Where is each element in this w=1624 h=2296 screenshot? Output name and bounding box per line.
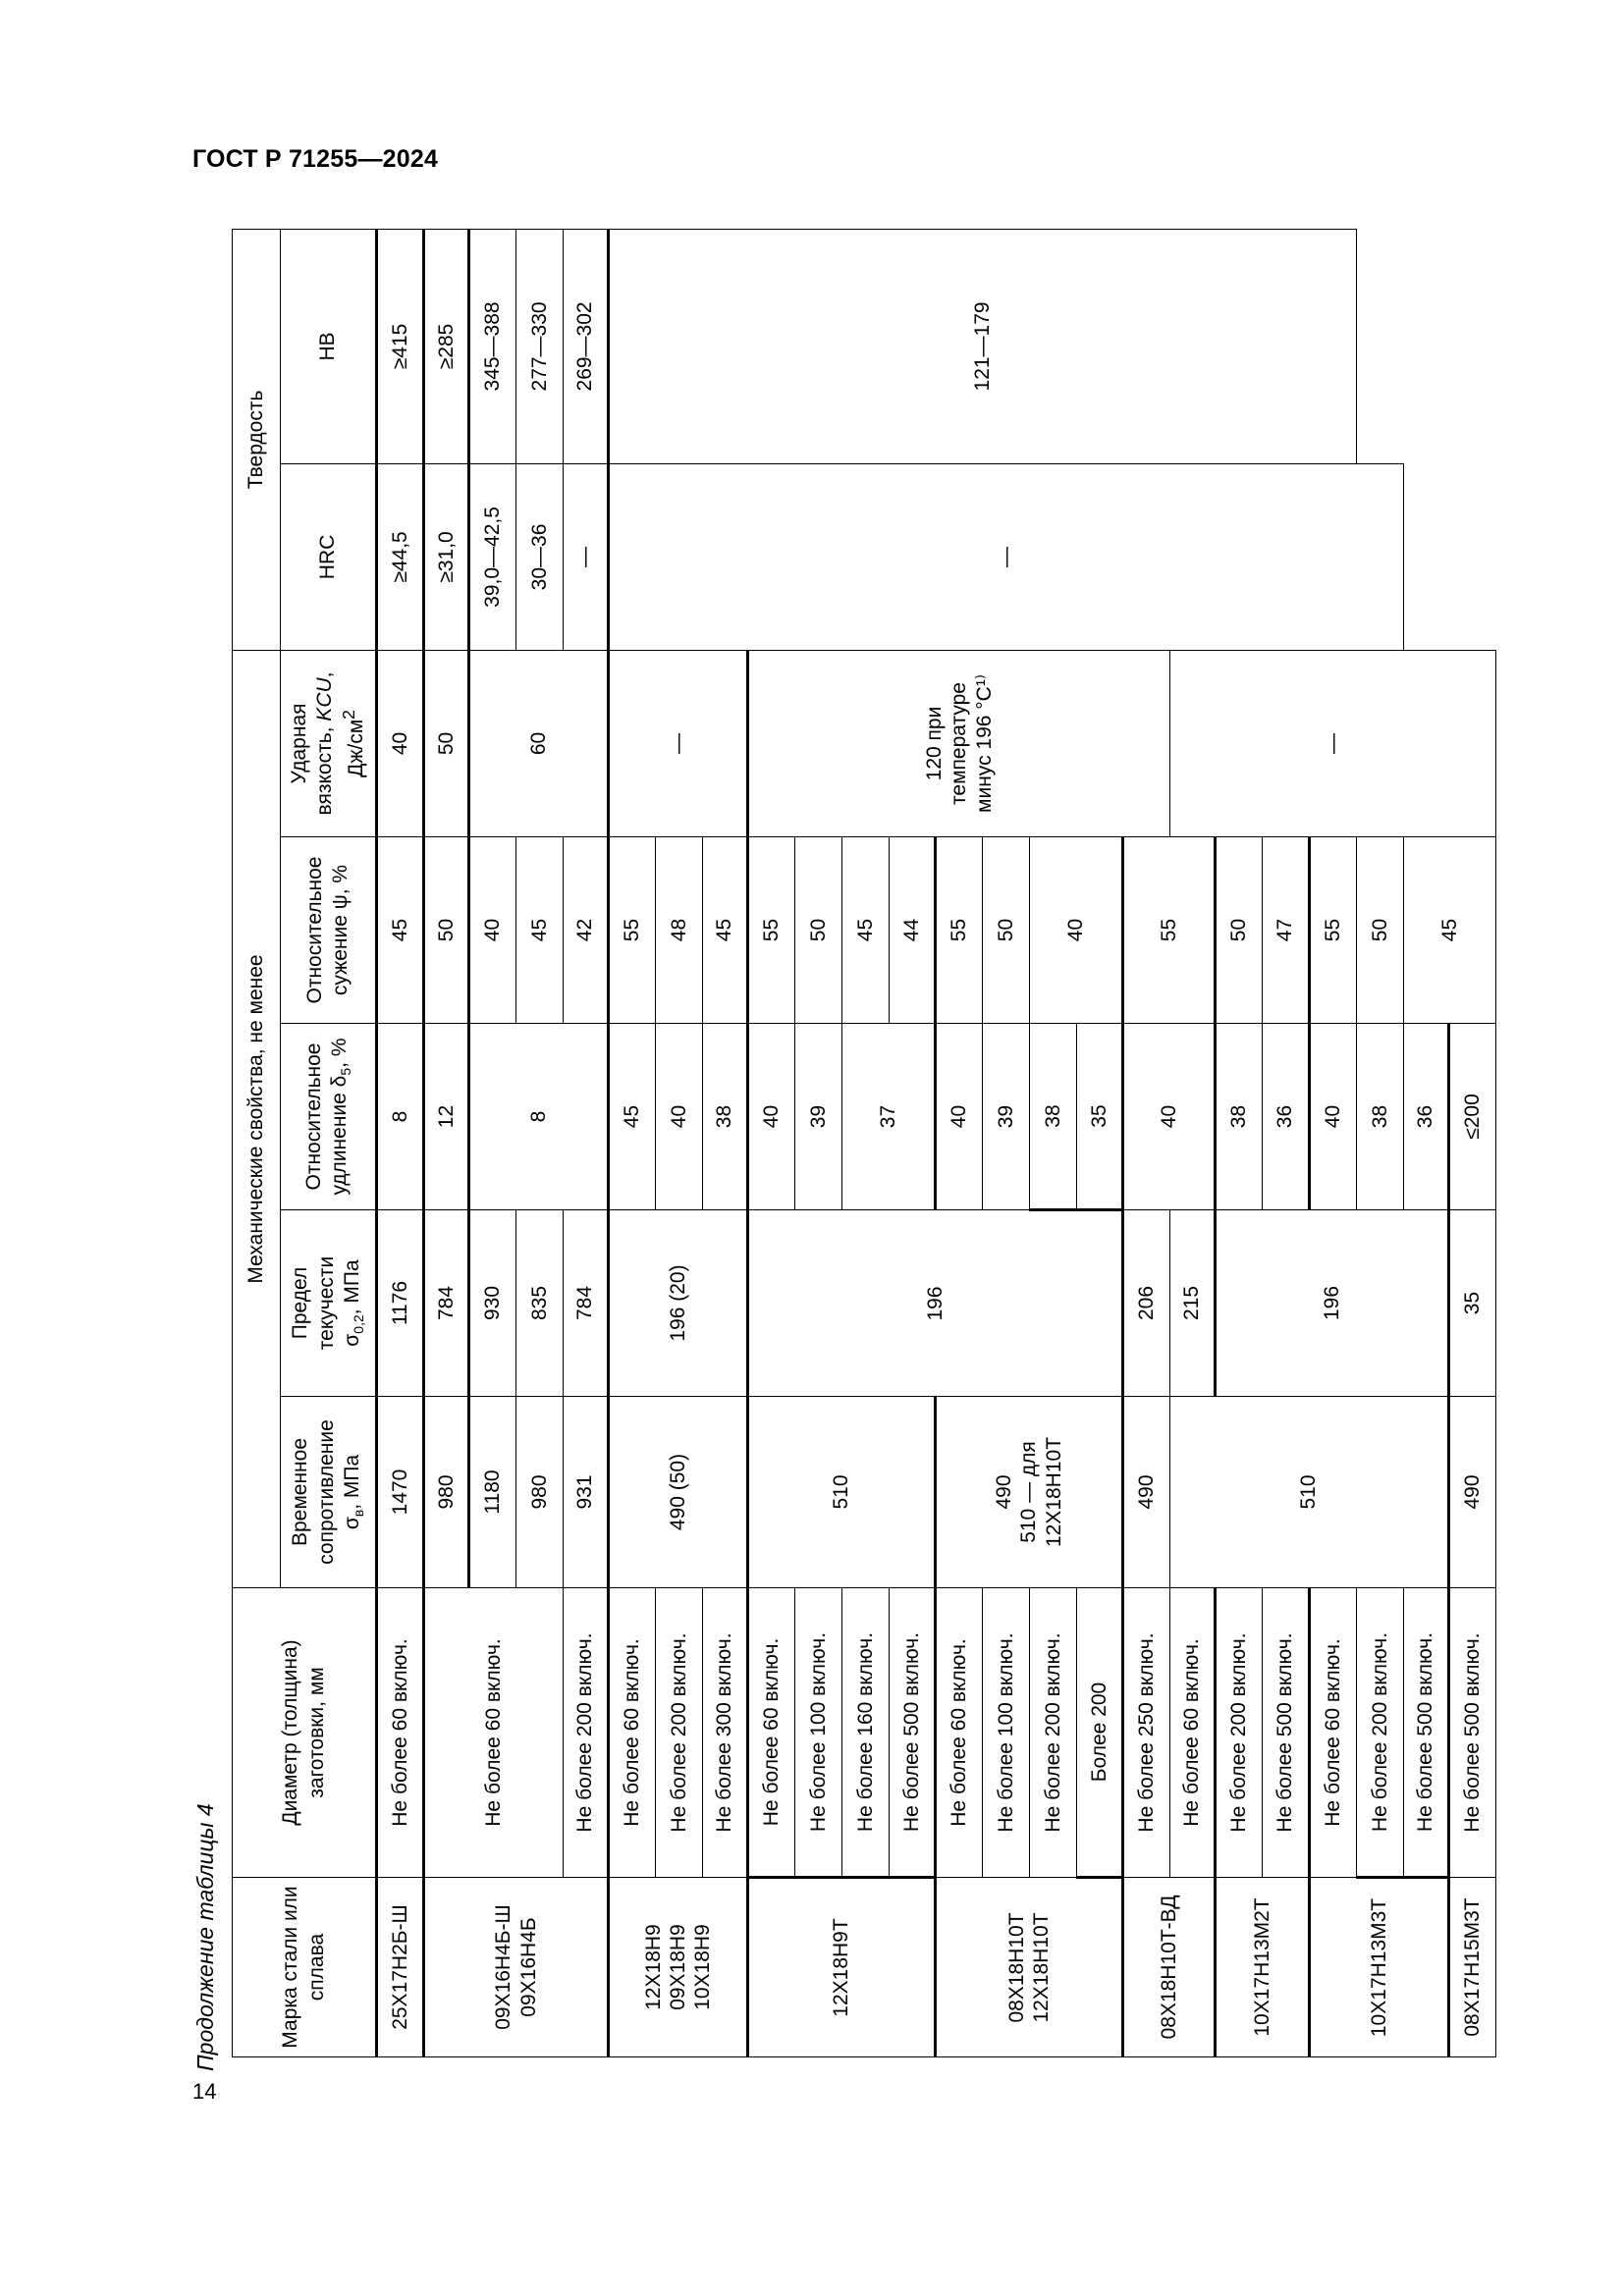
tensile-cell: 490: [1449, 1397, 1496, 1588]
grade-cell: 25Х17Н2Б-Ш: [377, 1878, 424, 2057]
yield-cell: 196 (20): [609, 1210, 748, 1397]
diameter-cell: Не более 200 включ.: [564, 1588, 609, 1878]
impact-cell: —: [609, 650, 748, 836]
table-rotated-container: [232, 230, 1496, 2057]
header-impact: Ударная вязкость, KCU, $Дж/см^2$: [281, 650, 377, 836]
yield-cell: 206: [1123, 1210, 1170, 1397]
hb-cell: 269—302: [564, 229, 609, 463]
hb-cell: 277—330: [516, 229, 564, 463]
tensile-cell: 490 510 — для 12Х18Н10Т: [936, 1397, 1123, 1588]
reduction-cell: 50: [1216, 837, 1263, 1024]
elongation-cell: 38: [1030, 1024, 1077, 1210]
elongation-cell: 39: [983, 1024, 1030, 1210]
impact-cell: 120 при температуре минус 196 °C¹⁾: [748, 650, 1170, 836]
mechanical-properties-table: [232, 229, 1496, 2057]
hrc-cell: —: [609, 463, 1404, 650]
grade-cell: 08Х18Н10Т 12Х18Н10Т: [936, 1878, 1123, 2057]
reduction-cell: 50: [795, 837, 842, 1024]
reduction-cell: 55: [1310, 837, 1357, 1024]
reduction-cell: 40: [469, 837, 516, 1024]
reduction-cell: 45: [377, 837, 424, 1024]
hb-cell: 121—179: [609, 229, 1357, 463]
reduction-cell: 55: [1123, 837, 1216, 1024]
hb-cell: ≥285: [424, 229, 469, 463]
header-yield: Предел текучести $\sigma_{0,2}$, МПа: [281, 1210, 377, 1397]
reduction-cell: 42: [564, 837, 609, 1024]
grade-cell: 10Х17Н13М2Т: [1216, 1878, 1310, 2057]
grade-cell: 09Х16Н4Б-Ш 09Х16Н4Б: [424, 1878, 609, 2057]
grade-cell: 12Х18Н9Т: [748, 1878, 936, 2057]
impact-cell: 40: [377, 650, 424, 836]
diameter-cell: Не более 300 включ.: [703, 1588, 748, 1878]
reduction-cell: 50: [424, 837, 469, 1024]
elongation-cell: 39: [795, 1024, 842, 1210]
yield-cell: 196: [748, 1210, 1123, 1397]
diameter-cell: Не более 160 включ.: [842, 1588, 890, 1878]
hrc-cell: 39,0—42,5: [469, 463, 516, 650]
elongation-cell: 40: [1310, 1024, 1357, 1210]
diameter-cell: Не более 100 включ.: [983, 1588, 1030, 1878]
diameter-cell: Не более 200 включ.: [1030, 1588, 1077, 1878]
header-diameter: Диаметр (толщина) заготовки, мм: [233, 1588, 377, 1878]
reduction-cell: 47: [1263, 837, 1310, 1024]
diameter-cell: Не более 200 включ.: [1357, 1588, 1404, 1878]
yield-cell: 930: [469, 1210, 516, 1397]
diameter-cell: Более 200: [1077, 1588, 1123, 1878]
diameter-cell: Не более 60 включ.: [1310, 1588, 1357, 1878]
hb-cell: 345—388: [469, 229, 516, 463]
diameter-cell: Не более 60 включ.: [748, 1588, 795, 1878]
tensile-cell: 1470: [377, 1397, 424, 1588]
reduction-cell: 45: [1404, 837, 1496, 1024]
elongation-cell: 12: [424, 1024, 469, 1210]
elongation-cell: 40: [1123, 1024, 1216, 1210]
header-reduction: Относительное сужение ψ, %: [281, 837, 377, 1024]
diameter-cell: Не более 60 включ.: [1170, 1588, 1216, 1878]
diameter-cell: Не более 60 включ.: [377, 1588, 424, 1878]
reduction-cell: 45: [516, 837, 564, 1024]
impact-cell: —: [1170, 650, 1496, 836]
yield-cell: 784: [424, 1210, 469, 1397]
reduction-cell: 44: [890, 837, 936, 1024]
reduction-cell: 50: [983, 837, 1030, 1024]
tensile-cell: 490 (50): [609, 1397, 748, 1588]
diameter-cell: Не более 500 включ.: [1449, 1588, 1496, 1878]
reduction-cell: 45: [703, 837, 748, 1024]
reduction-cell: 45: [842, 837, 890, 1024]
impact-cell: 50: [424, 650, 469, 836]
diameter-cell: Не более 100 включ.: [795, 1588, 842, 1878]
hrc-cell: ≥44,5: [377, 463, 424, 650]
elongation-cell: 40: [748, 1024, 795, 1210]
tensile-cell: 510: [1170, 1397, 1449, 1588]
elongation-cell: 36: [1404, 1024, 1449, 1210]
diameter-cell: Не более 500 включ.: [890, 1588, 936, 1878]
diameter-cell: Не более 500 включ.: [1404, 1588, 1449, 1878]
diameter-cell: Не более 500 включ.: [1263, 1588, 1310, 1878]
yield-cell: 196: [1216, 1210, 1449, 1397]
reduction-cell: 55: [748, 837, 795, 1024]
impact-cell: 60: [469, 650, 609, 836]
reduction-cell: 50: [1357, 837, 1404, 1024]
yield-cell: 215: [1170, 1210, 1216, 1397]
hrc-cell: —: [564, 463, 609, 650]
yield-cell: 784: [564, 1210, 609, 1397]
elongation-cell: 40: [936, 1024, 983, 1210]
diameter-cell: Не более 250 включ.: [1123, 1588, 1170, 1878]
diameter-cell: Не более 200 включ.: [656, 1588, 703, 1878]
elongation-cell: 35: [1077, 1024, 1123, 1210]
reduction-cell: 55: [936, 837, 983, 1024]
yield-cell: 1176: [377, 1210, 424, 1397]
grade-cell: 12Х18Н9 09Х18Н9 10Х18Н9: [609, 1878, 748, 2057]
tensile-cell: 490: [1123, 1397, 1170, 1588]
elongation-cell: 35: [1449, 1210, 1496, 1397]
header-tensile: Временное сопротивление $\sigma_в$, МПа: [281, 1397, 377, 1588]
elongation-cell: 38: [1216, 1024, 1263, 1210]
elongation-cell: 40: [656, 1024, 703, 1210]
tensile-cell: 1180: [469, 1397, 516, 1588]
reduction-cell: 48: [656, 837, 703, 1024]
diameter-cell: Не более 60 включ.: [936, 1588, 983, 1878]
elongation-cell: 38: [703, 1024, 748, 1210]
tensile-cell: 980: [516, 1397, 564, 1588]
table-caption: Продолжение таблицы 4: [192, 1803, 218, 2071]
elongation-cell: 37: [842, 1024, 936, 1210]
elongation-cell: 8: [377, 1024, 424, 1210]
elongation-cell: 36: [1263, 1024, 1310, 1210]
yield-cell: 835: [516, 1210, 564, 1397]
tensile-cell: 931: [564, 1397, 609, 1588]
hrc-cell: 30—36: [516, 463, 564, 650]
elongation-cell: 45: [609, 1024, 656, 1210]
diameter-cell: Не более 60 включ.: [424, 1588, 564, 1878]
grade-cell: 08Х17Н15М3Т: [1449, 1878, 1496, 2057]
reduction-cell: 40: [1030, 837, 1123, 1024]
elongation-cell: 8: [469, 1024, 609, 1210]
header-mechanical-properties: Механические свойства, не менее: [233, 650, 281, 1587]
diameter-cell: Не более 60 включ.: [609, 1588, 656, 1878]
tensile-cell: 510: [748, 1397, 936, 1588]
header-elongation: Относительное удлинение $\delta_5$, %: [281, 1024, 377, 1210]
elongation-cell: 38: [1357, 1024, 1404, 1210]
header-hardness: Твердость: [233, 229, 281, 650]
page-number: 14: [192, 2079, 217, 2104]
tensile-cell: 980: [424, 1397, 469, 1588]
hb-cell: ≥415: [377, 229, 424, 463]
document-title: ГОСТ Р 71255—2024: [192, 145, 439, 173]
header-hb: HB: [281, 229, 377, 463]
header-grade: Марка стали или сплава: [233, 1878, 377, 2057]
grade-cell: 08Х18Н10Т-ВД: [1123, 1878, 1216, 2057]
grade-cell: 10Х17Н13М3Т: [1310, 1878, 1449, 2057]
header-hrc: HRC: [281, 463, 377, 650]
hb-cell: ≤200: [1449, 1024, 1496, 1210]
diameter-cell: Не более 200 включ.: [1216, 1588, 1263, 1878]
reduction-cell: 55: [609, 837, 656, 1024]
hrc-cell: ≥31,0: [424, 463, 469, 650]
